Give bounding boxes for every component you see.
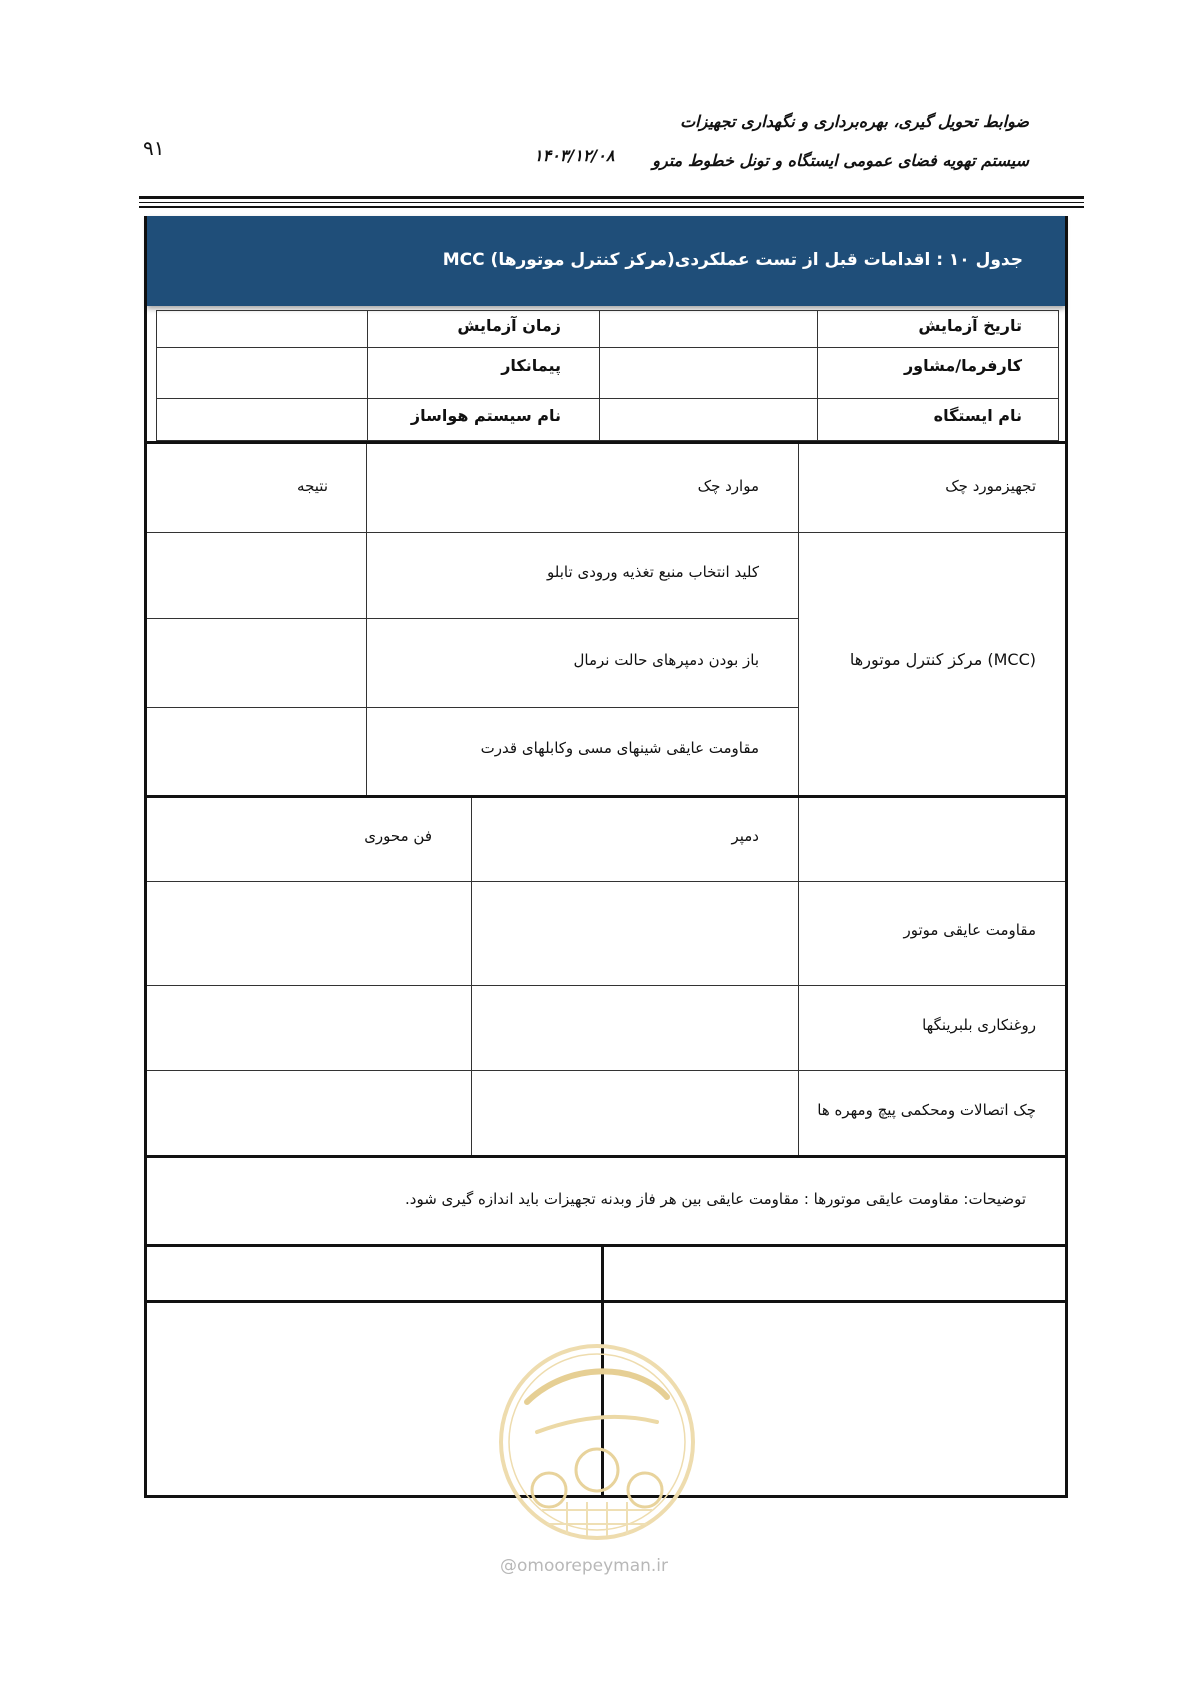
mcc-check-item: مقاومت عایقی شینهای مسی وکابلهای قدرت	[480, 739, 759, 757]
check-items-header: موارد چک	[697, 477, 759, 495]
device-check-row: چک اتصالات ومحکمی پیچ ومهره ها	[817, 1101, 1036, 1119]
damper-header: دمپر	[731, 827, 759, 845]
device-check-row: روغنکاری بلبرینگها	[922, 1016, 1036, 1034]
mcc-equipment-label: (MCC) مرکز کنترل موتورها	[849, 650, 1036, 669]
table-title: جدول ۱۰ : اقدامات قبل از تست عملکردی(مرکز کنترل موتورها) MCC	[442, 250, 1023, 270]
test-date-label: تاریخ آزمایش	[918, 316, 1022, 335]
contractor-label: پیمانکار	[501, 356, 561, 375]
mcc-check-item: باز بودن دمپرهای حالت نرمال	[573, 651, 759, 669]
page-number: ۹۱	[143, 136, 165, 160]
employer-consultant-label: کارفرما/مشاور	[903, 356, 1022, 375]
watermark-url: @omoorepeyman.ir	[500, 1556, 669, 1576]
station-name-label: نام ایستگاه	[933, 406, 1022, 425]
table-title-bar	[147, 216, 1065, 306]
header-rule	[139, 206, 1084, 208]
header-rule	[139, 196, 1084, 199]
ahu-system-name-label: نام سیستم هواساز	[410, 406, 561, 425]
notes-text: توضیحات: مقاومت عایقی موتورها : مقاومت عایقی بین هر فاز وبدنه تجهیزات باید اندازه گیری شود.	[405, 1190, 1026, 1208]
device-check-row: مقاومت عایقی موتور	[903, 921, 1036, 939]
document-date: ۱۴۰۳/۱۲/۰۸	[534, 146, 615, 165]
mcc-check-item: کلید انتخاب منبع تغذیه ورودی تابلو	[547, 563, 759, 581]
test-time-label: زمان آزمایش	[457, 316, 561, 335]
axial-fan-header: فن محوری	[364, 827, 432, 845]
omoorepeyman-seal-icon	[487, 1342, 707, 1542]
header-rule	[139, 202, 1084, 203]
result-header: نتیجه	[297, 477, 328, 495]
form-frame	[144, 216, 1068, 1498]
equipment-header: تجهیزمورد چک	[945, 477, 1036, 495]
document-title: ضوابط تحویل گیری، بهره‌برداری و نگهداری تجهیزات	[680, 112, 1029, 131]
document-subtitle: سیستم تهویه فضای عمومی ایستگاه و تونل خطوط مترو	[652, 151, 1029, 170]
watermark-logo	[487, 1342, 707, 1546]
